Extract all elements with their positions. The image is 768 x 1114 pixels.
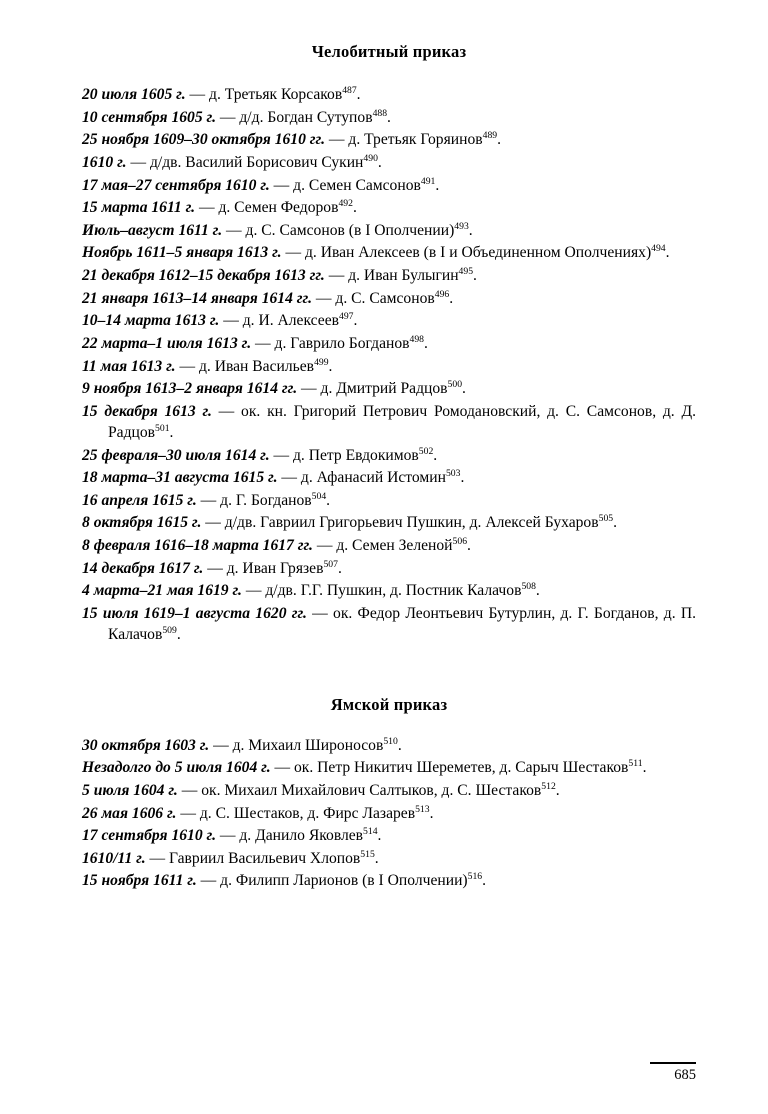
- entry-terminator: .: [387, 108, 391, 126]
- entry-date: 1610/11 г.: [82, 849, 146, 867]
- entry: [82, 356, 696, 377]
- entry-text: д. Семен Самсонов: [293, 176, 421, 194]
- entry-separator: —: [175, 357, 199, 375]
- entry-text: д. И. Алексеев: [242, 312, 339, 330]
- entry-separator: —: [325, 131, 349, 149]
- entry-text: д/дв. Г.Г. Пушкин, д. Постник Калачов: [265, 582, 522, 600]
- entry-terminator: .: [353, 312, 358, 330]
- entry-text: ок. Михаил Михайлович Салтыков, д. С. Шестаков: [201, 781, 542, 799]
- entry-separator: —: [270, 759, 294, 777]
- entry-separator: —: [201, 514, 225, 532]
- entry-separator: —: [211, 402, 242, 420]
- entry: [82, 757, 696, 778]
- entry-text: д. Третьяк Корсаков: [209, 86, 343, 103]
- entry-terminator: .: [328, 357, 333, 375]
- entry-date: 25 ноября 1609–30 октября 1610 гг.: [82, 131, 325, 149]
- entry-terminator: .: [665, 244, 670, 262]
- entry-text: ок. кн. Григорий Петрович Ромодановский, д. С. Самсонов, д. Д. Радцов: [108, 402, 697, 441]
- entry-date: 22 марта–1 июля 1613 г.: [82, 334, 252, 352]
- footnote-marker: 508: [521, 581, 536, 593]
- entry: [82, 512, 696, 533]
- entry-terminator: .: [535, 582, 540, 600]
- entry-text: д. Семен Зеленой: [336, 537, 453, 554]
- entry: [82, 333, 696, 354]
- entry-terminator: .: [326, 491, 331, 509]
- folio-number: 685: [674, 1067, 696, 1083]
- entry: [82, 735, 696, 756]
- footnote-marker: 500: [447, 378, 463, 390]
- entry-list-chelobitny: [82, 84, 696, 645]
- entry-terminator: .: [337, 559, 342, 577]
- entry-date: 25 февраля–30 июля 1614 г.: [82, 446, 270, 464]
- entry-date: 10 сентября 1605 г.: [82, 108, 216, 126]
- entry-separator: —: [196, 872, 221, 890]
- entry-separator: —: [251, 334, 275, 352]
- footnote-marker: 516: [467, 871, 483, 883]
- footnote-marker: 488: [372, 107, 388, 119]
- entry-text: д. Иван Булыгин: [348, 267, 459, 284]
- entry-date: Ноябрь 1611–5 января 1613 г.: [82, 244, 282, 262]
- entry-terminator: .: [449, 289, 454, 307]
- entry: [82, 445, 696, 466]
- entry-separator: —: [195, 199, 219, 217]
- entry-separator: —: [215, 827, 240, 845]
- entry: [82, 152, 696, 173]
- entry-terminator: .: [613, 514, 617, 532]
- entry-date: 4 марта–21 мая 1619 г.: [82, 582, 242, 600]
- entry: [82, 220, 696, 241]
- entry-text: д. Г. Богданов: [220, 491, 312, 509]
- entry-text: д. Дмитрий Радцов: [320, 380, 448, 398]
- entry-date: 15 ноября 1611 г.: [82, 872, 197, 890]
- entry: [82, 310, 696, 331]
- entry: [82, 265, 696, 286]
- footnote-marker: 506: [452, 535, 468, 547]
- entry-date: 5 июля 1604 г.: [82, 781, 178, 799]
- entry-terminator: .: [460, 469, 465, 487]
- entry-terminator: .: [356, 86, 361, 103]
- entry-date: 30 октября 1603 г.: [82, 736, 210, 754]
- entry: [82, 848, 696, 869]
- entry-separator: —: [312, 537, 337, 554]
- entry-separator: —: [269, 176, 294, 194]
- entry-separator: —: [269, 446, 293, 464]
- page-folio: [650, 1062, 696, 1084]
- entry-text: ок. Петр Никитич Шереметев, д. Сарыч Шестаков: [293, 759, 629, 777]
- entry-text: д. Иван Грязев: [226, 559, 324, 577]
- entry-terminator: .: [433, 446, 438, 464]
- entry-terminator: .: [429, 804, 434, 822]
- entry-date: 21 января 1613–14 января 1614 гг.: [82, 289, 312, 307]
- entry-separator: —: [203, 559, 227, 577]
- entry-separator: —: [241, 582, 266, 600]
- footnote-marker: 511: [628, 758, 643, 770]
- entry: [82, 129, 696, 150]
- entry-text: д. Петр Евдокимов: [293, 446, 419, 464]
- footnote-marker: 495: [458, 265, 474, 277]
- entry-terminator: .: [176, 626, 181, 643]
- entry-terminator: .: [468, 221, 473, 239]
- entry-date: Июль–август 1611 г.: [82, 221, 223, 239]
- footnote-marker: 493: [454, 220, 469, 232]
- footnote-marker: 509: [162, 624, 177, 636]
- entry: [82, 288, 696, 309]
- entry-terminator: .: [462, 380, 466, 398]
- entry-text: д. С. Шестаков, д. Фирс Лазарев: [199, 804, 416, 822]
- entry-date: 21 декабря 1612–15 декабря 1613 гг.: [82, 267, 325, 284]
- entry-terminator: .: [473, 267, 477, 284]
- footnote-marker: 503: [445, 467, 461, 479]
- entry-date: 15 марта 1611 г.: [82, 199, 196, 217]
- footnote-marker: 513: [415, 803, 430, 815]
- entry-separator: —: [209, 736, 233, 754]
- entry-date: 9 ноября 1613–2 января 1614 гг.: [82, 380, 298, 398]
- entry-list-yamskoy: [82, 735, 696, 892]
- footnote-marker: 510: [383, 735, 398, 747]
- entry-terminator: .: [555, 781, 560, 799]
- footnote-marker: 498: [409, 333, 424, 345]
- entry-separator: —: [297, 380, 321, 398]
- entry-terminator: .: [435, 176, 440, 194]
- entry-text: д. Семен Федоров: [218, 199, 339, 217]
- entry-separator: —: [126, 153, 150, 171]
- entry-text: д. Афанасий Истомин: [300, 469, 446, 487]
- footnote-marker: 501: [155, 422, 170, 434]
- entry-terminator: .: [467, 537, 471, 554]
- entry-text: д/дв. Василий Борисович Сукин: [149, 153, 364, 171]
- entry-separator: —: [312, 289, 336, 307]
- section-title-yamskoy: Ямской приказ: [330, 694, 448, 714]
- footnote-marker: 514: [363, 825, 378, 837]
- entry: [82, 780, 696, 801]
- entry: [82, 107, 696, 128]
- entry-date: Незадолго до 5 июля 1604 г.: [82, 759, 271, 777]
- footnote-marker: 487: [342, 84, 357, 96]
- folio-rule: [650, 1062, 696, 1064]
- footnote-marker: 494: [651, 243, 666, 255]
- entry-terminator: .: [377, 827, 382, 845]
- entry-separator: —: [177, 781, 202, 799]
- entry-text: д/д. Богдан Сутупов: [239, 108, 373, 126]
- entry-date: 11 мая 1613 г.: [82, 357, 176, 375]
- entry-text: д. Иван Васильев: [198, 357, 315, 375]
- entry-date: 26 мая 1606 г.: [82, 804, 177, 822]
- entry: [82, 467, 696, 488]
- footnote-marker: 496: [434, 288, 450, 300]
- entry: [82, 558, 696, 579]
- entry: [82, 603, 696, 645]
- entry-date: 16 апреля 1615 г.: [82, 491, 197, 509]
- entry-terminator: .: [424, 334, 428, 352]
- footnote-marker: 507: [323, 558, 338, 570]
- entry-separator: —: [215, 108, 240, 126]
- footnote-marker: 499: [314, 356, 329, 368]
- entry-date: 8 февраля 1616–18 марта 1617 гг.: [82, 537, 313, 554]
- entry-separator: —: [185, 86, 210, 103]
- entry-date: 20 июля 1605 г.: [82, 86, 186, 103]
- footnote-marker: 489: [482, 130, 498, 142]
- entry-date: 17 мая–27 сентября 1610 г.: [82, 176, 270, 194]
- entry-terminator: .: [397, 736, 402, 754]
- entry-terminator: .: [374, 849, 379, 867]
- entry: [82, 490, 696, 511]
- entry: [82, 870, 696, 891]
- entry-text: д. С. Самсонов: [335, 289, 435, 307]
- footnote-marker: 504: [311, 490, 327, 502]
- entry-text: д. С. Самсонов (в I Ополчении): [245, 221, 455, 239]
- entry-date: 10–14 марта 1613 г.: [82, 312, 220, 330]
- entry-date: 8 октября 1615 г.: [82, 514, 202, 532]
- entry-text: д. Филипп Ларионов (в I Ополчении): [220, 872, 468, 890]
- entry-separator: —: [176, 804, 200, 822]
- entry: [82, 197, 696, 218]
- entry-separator: —: [277, 469, 301, 487]
- entry: [82, 580, 696, 601]
- entry-terminator: .: [377, 153, 382, 171]
- footnote-marker: 515: [360, 848, 375, 860]
- entry-terminator: .: [352, 199, 357, 217]
- entry-date: 1610 г.: [82, 153, 127, 171]
- entry: [82, 803, 696, 824]
- entry-text: Гавриил Васильевич Хлопов: [169, 849, 361, 867]
- entry-separator: —: [222, 221, 246, 239]
- entry-terminator: .: [642, 759, 647, 777]
- entry-text: д. Данило Яковлев: [239, 827, 364, 845]
- entry-text: д. Иван Алексеев (в I и Объединенном Ополчениях): [304, 244, 652, 262]
- entry-separator: —: [324, 267, 349, 284]
- entry-text: д/дв. Гавриил Григорьевич Пушкин, д. Алексей Бухаров: [224, 514, 599, 532]
- entry-terminator: .: [169, 423, 174, 441]
- entry-date: 15 декабря 1613 г.: [82, 402, 212, 420]
- entry-separator: —: [219, 312, 243, 330]
- entry-separator: —: [306, 604, 334, 622]
- entry: [82, 825, 696, 846]
- footnote-marker: 502: [418, 445, 434, 457]
- entry: [82, 378, 696, 399]
- footnote-marker: 490: [363, 152, 378, 164]
- entry-date: 15 июля 1619–1 августа 1620 гг.: [82, 604, 307, 622]
- entry-separator: —: [196, 491, 221, 509]
- footnote-marker: 491: [420, 175, 436, 187]
- entry-terminator: .: [482, 872, 487, 890]
- footnote-marker: 492: [338, 197, 353, 209]
- footnote-marker: 497: [338, 311, 354, 323]
- section-title-chelobitny: Челобитный приказ: [311, 42, 467, 61]
- entry-text: д. Третьяк Горяинов: [348, 131, 483, 149]
- footnote-marker: 505: [598, 513, 614, 525]
- entry-date: 18 марта–31 августа 1615 г.: [82, 469, 278, 487]
- entry: [82, 175, 696, 196]
- entry: [82, 84, 696, 105]
- footnote-marker: 512: [541, 780, 556, 792]
- entry-separator: —: [145, 849, 169, 867]
- section-spacer: [82, 647, 696, 661]
- entry: [82, 401, 696, 443]
- entry-date: 14 декабря 1617 г.: [82, 559, 204, 577]
- entry-separator: —: [281, 244, 305, 262]
- entry-terminator: .: [497, 131, 501, 149]
- entry-text: д. Михаил Широносов: [232, 736, 384, 754]
- entry-date: 17 сентября 1610 г.: [82, 827, 216, 845]
- entry-text: ок. Федор Леонтьевич Бутурлин, д. Г. Богданов, д. П. Калачов: [108, 604, 696, 643]
- entry-text: д. Гаврило Богданов: [274, 334, 410, 352]
- entry: [82, 535, 696, 556]
- entry: [82, 242, 696, 263]
